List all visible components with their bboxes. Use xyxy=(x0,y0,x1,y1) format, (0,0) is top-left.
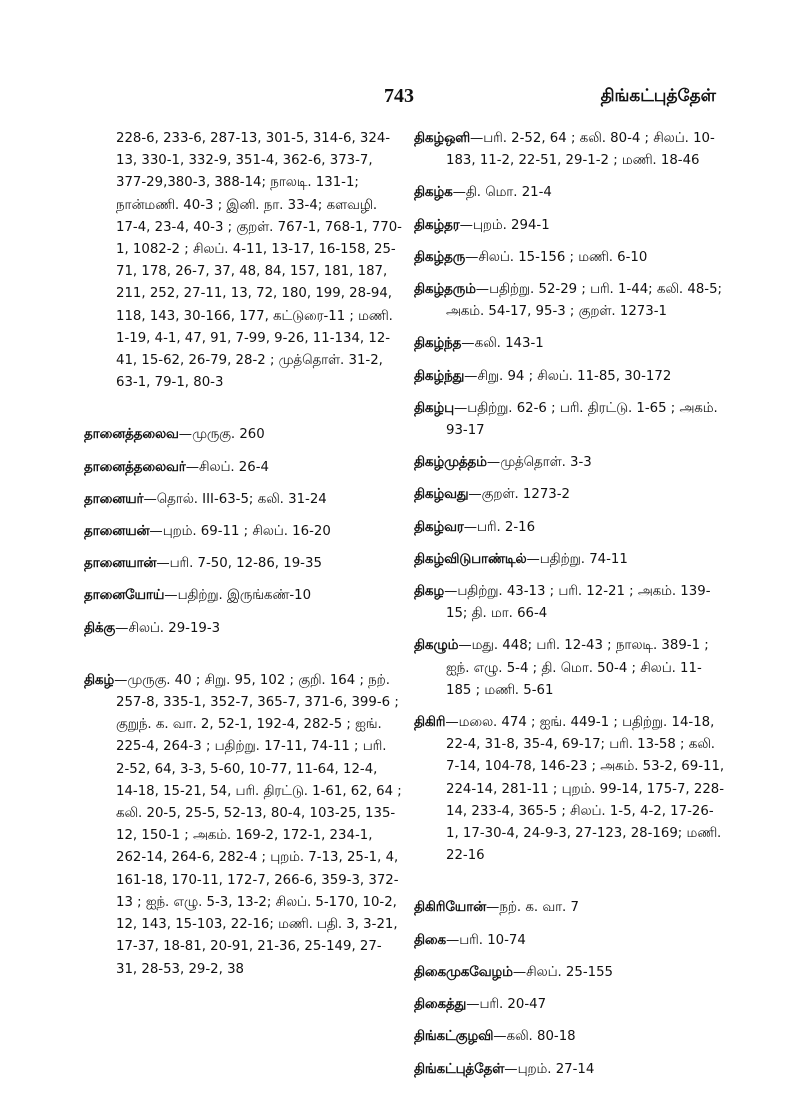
entry-references: —குறள். 1273-2 xyxy=(468,487,570,503)
entry-headword: திகழ்க xyxy=(414,185,453,201)
entry-references: —பரி. 2-52, 64 ; கலி. 80-4 ; சிலப். 10-183, 11-2, 22-51, 29-1-2 ; மணி. 18-46 xyxy=(446,131,715,169)
entry-headword: திகழ்முத்தம் xyxy=(414,455,487,471)
entry-headword: திங்கட்குழவி xyxy=(414,1029,494,1045)
entry-headword: திகை xyxy=(414,932,446,948)
entry-references: —பரி. 7-50, 12-86, 19-35 xyxy=(156,556,322,572)
index-entry xyxy=(414,635,726,702)
entry-headword: திகழ் xyxy=(84,672,115,688)
page-number: 743 xyxy=(384,85,414,107)
entry-headword: திகழ்ஒளி xyxy=(414,131,470,146)
index-entry xyxy=(84,521,402,543)
entry-references: —தொல். III-63-5; கலி. 31-24 xyxy=(143,491,327,507)
index-entry xyxy=(414,581,726,625)
index-entry xyxy=(84,457,402,479)
right-column xyxy=(414,128,726,1091)
entry-references: —முருகு. 260 xyxy=(178,427,265,443)
entry-references: —பதிற்று. 74-11 xyxy=(526,551,628,567)
entry-references: —தி. மொ. 21-4 xyxy=(452,185,552,201)
entry-headword: தானையன் xyxy=(84,524,150,540)
index-entry xyxy=(414,549,726,571)
entry-headword: திகழ்வர xyxy=(414,519,464,535)
left-column xyxy=(84,128,402,991)
index-entry xyxy=(414,279,726,323)
index-entry xyxy=(84,553,402,575)
entry-headword: திங்கட்புத்தேள் xyxy=(414,1061,505,1077)
index-entry xyxy=(84,618,402,640)
entry-references: —பரி. 2-16 xyxy=(463,519,536,535)
index-entry xyxy=(414,962,726,984)
entry-headword: திகழ்தர xyxy=(414,217,460,233)
entry-headword: திகழ்தரும் xyxy=(414,282,476,298)
entry-headword: திகழும் xyxy=(414,638,459,654)
index-entry xyxy=(414,897,726,919)
entry-references: —பதிற்று. இருங்கண்-10 xyxy=(164,588,312,604)
index-entry xyxy=(414,930,726,952)
index-entry xyxy=(414,247,726,269)
index-entry xyxy=(414,398,726,442)
entry-references: —பதிற்று. 43-13 ; பரி. 12-21 ; அகம். 139-15; தி. மா. 66-4 xyxy=(444,584,711,622)
entry-headword: திகிரி xyxy=(414,715,446,731)
entry-headword: திகைத்து xyxy=(414,997,467,1013)
index-entry xyxy=(414,452,726,474)
entry-headword: திகழ்விடுபாண்டில் xyxy=(414,551,527,567)
page-header xyxy=(0,85,800,115)
entry-references: —பதிற்று. 62-6 ; பரி. திரட்டு. 1-65 ; அகம். 93-17 xyxy=(446,400,718,439)
entry-headword: திகழ்வது xyxy=(414,487,469,503)
entry-headword: தானையோய் xyxy=(84,588,165,604)
index-entry xyxy=(414,128,726,172)
entry-references: —சிலப். 15-156 ; மணி. 6-10 xyxy=(465,249,648,265)
entry-references: —கலி. 143-1 xyxy=(461,336,544,352)
entry-references: —கலி. 80-18 xyxy=(493,1029,576,1045)
index-entry xyxy=(414,366,726,388)
entry-headword: திகழ்ந்து xyxy=(414,368,465,384)
entry-references: —பதிற்று. 52-29 ; பரி. 1-44; கலி. 48-5; அகம். 54-17, 95-3 ; குறள். 1273-1 xyxy=(446,282,723,320)
entry-headword: திகழ்ந்த xyxy=(414,336,462,352)
entry-references: —சிலப். 29-19-3 xyxy=(115,620,221,636)
entry-references: —சிலப். 26-4 xyxy=(185,459,269,475)
entry-headword: தானையான் xyxy=(84,556,157,572)
entry-headword: தானைத்தலைவ xyxy=(84,427,179,443)
index-entry xyxy=(84,585,402,607)
entry-headword: திக்கு xyxy=(84,620,116,636)
running-head: திங்கட்புத்தேள் xyxy=(600,86,716,106)
entry-references: 228-6, 233-6, 287-13, 301-5, 314-6, 324-13, 330-1, 332-9, 351-4, 362-6, 373-7, 377-29,380-3, 388-14; நாலடி. 131-1; நான்மணி. 40-3 ; இனி. நா. 33-4; களவழி. 17-4, 23-4, 40-3 ; குறள். 767-1, 768-1, 770-1, 1082-2 ; சிலப். 4-11, 13-17, 16-158, 25-71, 178, 26-7, 37, 48, 84, 157, 181, 187, 211, 252, 27-11, 13, 72, 180, 199, 28-94, 118, 143, 30-166, 177, கட்டுரை-11 ; மணி. 1-19, 4-1, 47, 91, 7-99, 9-26, 11-134, 12-41, 15-62, 26-79, 28-2 ; முத்தொள். 31-2, 63-1, 79-1, 80-3 xyxy=(116,131,402,391)
index-entry xyxy=(414,182,726,204)
index-entry xyxy=(414,333,726,355)
index-entry xyxy=(84,489,402,511)
entry-headword: திகைமுகவேழம் xyxy=(414,964,513,980)
entry-references: —புறம். 294-1 xyxy=(459,217,550,233)
entry-headword: திகிரியோன் xyxy=(414,900,487,916)
index-entry xyxy=(84,670,402,981)
entry-references: —பரி. 20-47 xyxy=(466,997,547,1013)
entry-references: —புறம். 69-11 ; சிலப். 16-20 xyxy=(149,524,331,540)
entry-references: —சிறு. 94 ; சிலப். 11-85, 30-172 xyxy=(464,368,672,384)
entry-references: —மது. 448; பரி. 12-43 ; நாலடி. 389-1 ; ஐந். எழு. 5-4 ; தி. மொ. 50-4 ; சிலப். 11-185 ; மணி. 5-61 xyxy=(446,638,709,698)
entry-headword: திகழ xyxy=(414,584,445,600)
index-entry xyxy=(414,517,726,539)
index-entry xyxy=(414,1026,726,1048)
entry-references: —முத்தொள். 3-3 xyxy=(486,455,592,471)
entry-headword: திகழ்பு xyxy=(414,400,454,416)
index-entry xyxy=(414,215,726,237)
entry-headword: தானையர் xyxy=(84,491,144,507)
index-entry xyxy=(414,484,726,506)
index-entry xyxy=(84,424,402,446)
entry-headword: தானைத்தலைவர் xyxy=(84,459,186,475)
entry-headword: திகழ்தரு xyxy=(414,249,466,265)
index-entry-continued xyxy=(84,128,402,394)
entry-references: —பரி. 10-74 xyxy=(445,932,526,948)
index-entry xyxy=(414,994,726,1016)
index-entry xyxy=(414,712,726,867)
entry-references: —நற். க. வா. 7 xyxy=(486,900,579,916)
entry-references: —சிலப். 25-155 xyxy=(512,964,614,980)
index-entry xyxy=(414,1059,726,1081)
entry-references: —மலை. 474 ; ஐங். 449-1 ; பதிற்று. 14-18, 22-4, 31-8, 35-4, 69-17; பரி. 13-58 ; கலி. 7-14, 104-78, 146-23 ; அகம். 53-2, 69-11, 224-14, 281-11 ; புறம். 99-14, 175-7, 228-14, 233-4, 365-5 ; சிலப். 1-5, 4-2, 17-26-1, 17-30-4, 24-9-3, 27-123, 28-169; மணி. 22-16 xyxy=(445,715,725,864)
entry-references: —முருகு. 40 ; சிறு. 95, 102 ; குறி. 164 ; நற். 257-8, 335-1, 352-7, 365-7, 371-6, 399-6 ; குறுந். க. வா. 2, 52-1, 192-4, 282-5 ; ஐங். 225-4, 264-3 ; பதிற்று. 17-11, 74-11 ; பரி. 2-52, 64, 3-3, 5-60, 10-77, 11-64, 12-4, 14-18, 15-21, 54, பரி. திரட்டு. 1-61, 62, 64 ; கலி. 20-5, 25-5, 52-13, 80-4, 103-25, 135-12, 150-1 ; அகம். 169-2, 172-1, 234-1, 262-14, 264-6, 282-4 ; புறம். 7-13, 25-1, 4, 161-18, 170-11, 172-7, 266-6, 359-3, 372-13 ; ஐந். எழு. 5-3, 13-2; சிலப். 5-170, 10-2, 12, 143, 15-103, 22-16; மணி. பதி. 3, 3-21, 17-37, 18-81, 20-91, 21-36, 25-149, 27-31, 28-53, 29-2, 38 xyxy=(114,672,402,977)
entry-references: —புறம். 27-14 xyxy=(504,1061,595,1077)
